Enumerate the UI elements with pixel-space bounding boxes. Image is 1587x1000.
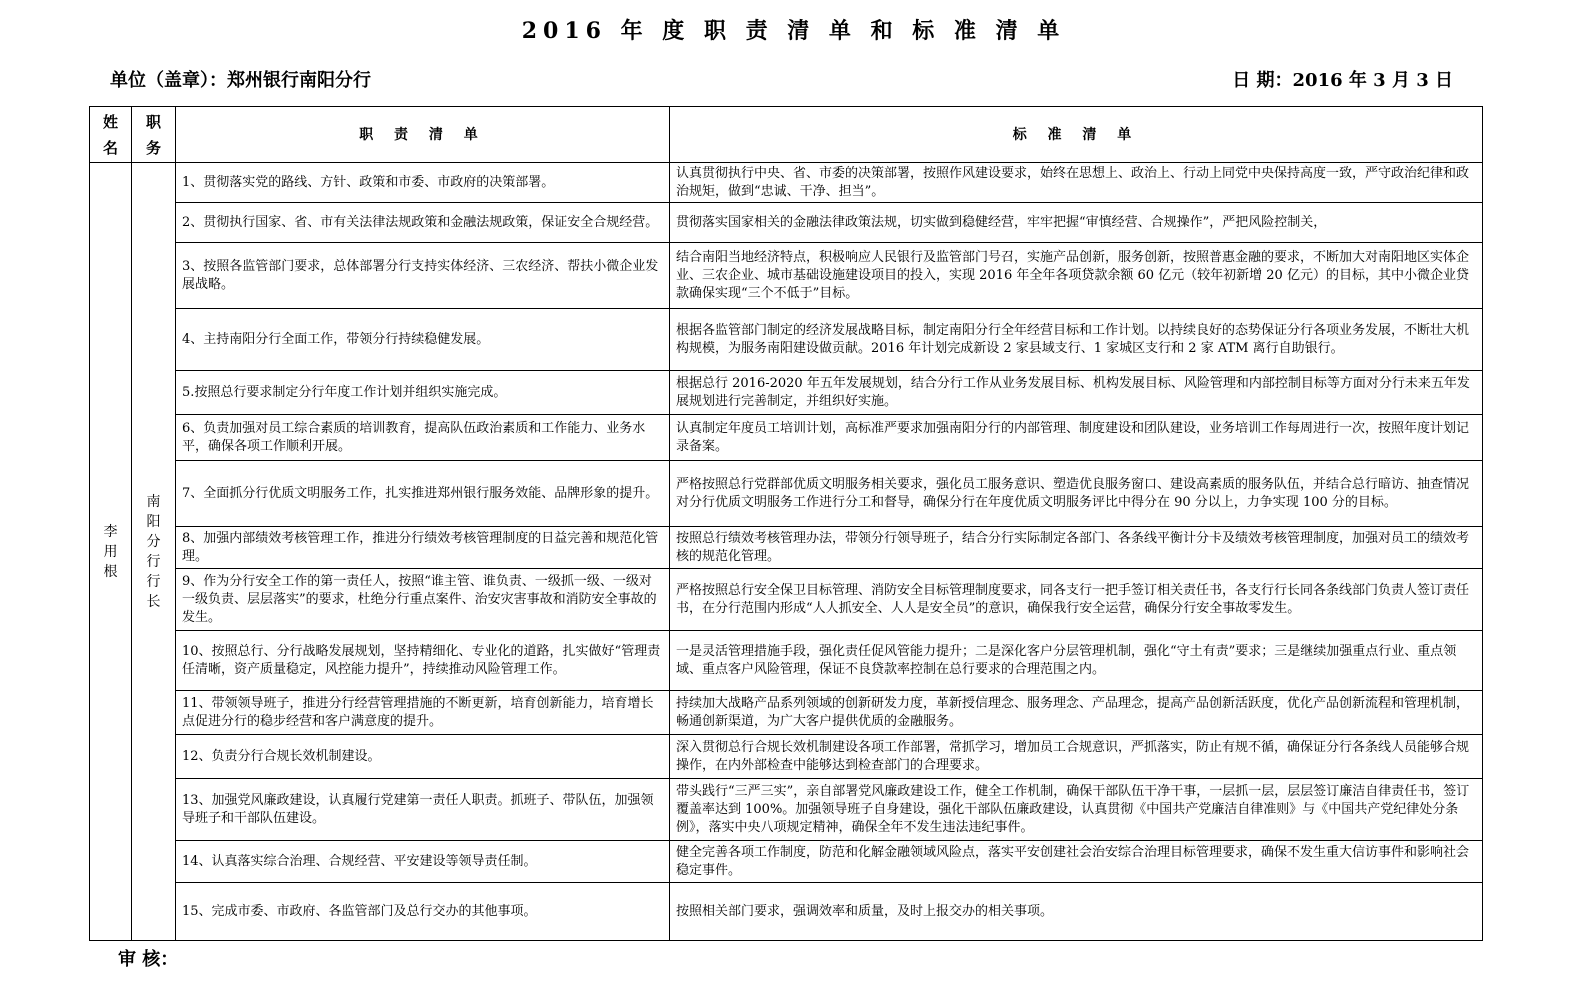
page-title: 2016 年 度 职 责 清 单 和 标 准 清 单 xyxy=(521,18,1066,44)
table-header-row xyxy=(90,107,1483,163)
table-row xyxy=(90,415,1483,461)
duty-cell: 3、按照各监管部门要求，总体部署分行支持实体经济、三农经济、帮扶小微企业发展战略。 xyxy=(176,243,670,309)
col-duties-header: 职 责 清 单 xyxy=(176,107,670,163)
duty-cell: 5.按照总行要求制定分行年度工作计划并组织实施完成。 xyxy=(176,371,670,415)
duty-cell: 10、按照总行、分行战略发展规划，坚持精细化、专业化的道路，扎实做好“管理责任清晰，资产质量稳定，风控能力提升”，持续推动风险管理工作。 xyxy=(176,631,670,691)
standard-cell: 带头践行“三严三实”，亲自部署党风廉政建设工作，健全工作机制，确保干部队伍干净干事，一层抓一层，层层签订廉洁自律责任书，签订覆盖率达到 100%。加强领导班子自身建设，强化干部队伍廉政建设，认真贯彻《中国共产党廉洁自律准则》与《中国共产党纪律处分条例》，落实中央八项规定精神，确保全年不发生违法违纪事件。 xyxy=(670,779,1483,841)
standard-cell: 认真制定年度员工培训计划，高标准严要求加强南阳分行的内部管理、制度建设和团队建设，业务培训工作每周进行一次，按照年度计划记录备案。 xyxy=(670,415,1483,461)
duty-cell: 2、贯彻执行国家、省、市有关法律法规政策和金融法规政策，保证安全合规经营。 xyxy=(176,203,670,243)
standard-cell: 结合南阳当地经济特点，积极响应人民银行及监管部门号召，实施产品创新，服务创新，按照普惠金融的要求，不断加大对南阳地区实体企业、三农企业、城市基础设施建设项目的投入，实现 2016 年全年各项贷款余额 60 亿元（较年初新增 20 亿元）的目标，其中小微企业贷款确保实现“三个不低于”目标。 xyxy=(670,243,1483,309)
duty-cell: 7、全面抓分行优质文明服务工作，扎实推进郑州银行服务效能、品牌形象的提升。 xyxy=(176,461,670,527)
standard-cell: 一是灵活管理措施手段，强化责任促风管能力提升；二是深化客户分层管理机制，强化“守土有责”要求；三是继续加强重点行业、重点领域、重点客户风险管理，保证不良贷款率控制在总行要求的合理范围之内。 xyxy=(670,631,1483,691)
duty-cell: 9、作为分行安全工作的第一责任人，按照“谁主管、谁负责、一级抓一级、一级对一级负责、层层落实”的要求，杜绝分行重点案件、治安灾害事故和消防安全事故的发生。 xyxy=(176,569,670,631)
duty-cell: 13、加强党风廉政建设，认真履行党建第一责任人职责。抓班子、带队伍，加强领导班子和干部队伍建设。 xyxy=(176,779,670,841)
unit-label: 单位（盖章）：郑州银行南阳分行 xyxy=(110,70,371,91)
duty-cell: 1、贯彻落实党的路线、方针、政策和市委、市政府的决策部署。 xyxy=(176,163,670,203)
person-position: 南 阳 分 行 行 长 xyxy=(132,163,176,941)
standard-cell: 严格按照总行党群部优质文明服务相关要求，强化员工服务意识、塑造优良服务窗口、建设高素质的服务队伍，并结合总行暗访、抽查情况对分行优质文明服务工作进行分工和督导，确保分行在年度优质文明服务评比中得分在 90 分以上，力争实现 100 分的目标。 xyxy=(670,461,1483,527)
table-row xyxy=(90,779,1483,841)
table-row xyxy=(90,203,1483,243)
col-name-header: 姓 名 xyxy=(90,107,132,163)
standard-cell: 深入贯彻总行合规长效机制建设各项工作部署，常抓学习，增加员工合规意识，严抓落实，防止有规不循，确保证分行各条线人员能够合规操作，在内外部检查中能够达到检查部门的合理要求。 xyxy=(670,735,1483,779)
duty-cell: 11、带领领导班子，推进分行经营管理措施的不断更新，培育创新能力，培育增长点促进分行的稳步经营和客户满意度的提升。 xyxy=(176,691,670,735)
duty-cell: 8、加强内部绩效考核管理工作，推进分行绩效考核管理制度的日益完善和规范化管理。 xyxy=(176,527,670,569)
table-row xyxy=(90,243,1483,309)
table-row xyxy=(90,569,1483,631)
standard-cell: 健全完善各项工作制度，防范和化解金融领域风险点，落实平安创建社会治安综合治理目标管理要求，确保不发生重大信访事件和影响社会稳定事件。 xyxy=(670,841,1483,883)
duty-cell: 12、负责分行合规长效机制建设。 xyxy=(176,735,670,779)
col-standards-header: 标 准 清 单 xyxy=(670,107,1483,163)
standard-cell: 按照相关部门要求，强调效率和质量，及时上报交办的相关事项。 xyxy=(670,883,1483,941)
standard-cell: 根据总行 2016-2020 年五年发展规划，结合分行工作从业务发展目标、机构发展目标、风险管理和内部控制目标等方面对分行未来五年发展规划进行完善制定，并组织好实施。 xyxy=(670,371,1483,415)
table-row xyxy=(90,527,1483,569)
table-row xyxy=(90,735,1483,779)
standard-cell: 认真贯彻执行中央、省、市委的决策部署，按照作风建设要求，始终在思想上、政治上、行动上同党中央保持高度一致，严守政治纪律和政治规矩，做到“忠诚、干净、担当”。 xyxy=(670,163,1483,203)
table-row xyxy=(90,309,1483,371)
duty-table xyxy=(89,106,1483,941)
duty-cell: 4、主持南阳分行全面工作，带领分行持续稳健发展。 xyxy=(176,309,670,371)
standard-cell: 根据各监管部门制定的经济发展战略目标，制定南阳分行全年经营目标和工作计划。以持续良好的态势保证分行各项业务发展，不断壮大机构规模，为服务南阳建设做贡献。2016 年计划完成新设 2 家县域支行、1 家城区支行和 2 家 ATM 离行自助银行。 xyxy=(670,309,1483,371)
table-row xyxy=(90,841,1483,883)
table-row xyxy=(90,163,1483,203)
person-name: 李 用 根 xyxy=(90,163,132,941)
review-label: 审 核： xyxy=(118,949,179,970)
table-row xyxy=(90,461,1483,527)
table-row xyxy=(90,883,1483,941)
table-row xyxy=(90,691,1483,735)
duty-cell: 15、完成市委、市政府、各监管部门及总行交办的其他事项。 xyxy=(176,883,670,941)
duty-cell: 14、认真落实综合治理、合规经营、平安建设等领导责任制。 xyxy=(176,841,670,883)
standard-cell: 持续加大战略产品系列领域的创新研发力度，革新授信理念、服务理念、产品理念，提高产品创新活跃度，优化产品创新流程和管理机制，畅通创新渠道，为广大客户提供优质的金融服务。 xyxy=(670,691,1483,735)
col-position-header: 职 务 xyxy=(132,107,176,163)
table-row xyxy=(90,631,1483,691)
duty-cell: 6、负责加强对员工综合素质的培训教育，提高队伍政治素质和工作能力、业务水平，确保各项工作顺利开展。 xyxy=(176,415,670,461)
standard-cell: 严格按照总行安全保卫目标管理、消防安全目标管理制度要求，同各支行一把手签订相关责任书，各支行行长同各条线部门负责人签订责任书，在分行范围内形成“人人抓安全、人人是安全员”的意识，确保我行安全运营，确保分行安全事故零发生。 xyxy=(670,569,1483,631)
standard-cell: 贯彻落实国家相关的金融法律政策法规，切实做到稳健经营，牢牢把握“审慎经营、合规操作”，严把风险控制关， xyxy=(670,203,1483,243)
standard-cell: 按照总行绩效考核管理办法，带领分行领导班子，结合分行实际制定各部门、各条线平衡计分卡及绩效考核管理制度，加强对员工的绩效考核的规范化管理。 xyxy=(670,527,1483,569)
table-row xyxy=(90,371,1483,415)
date-label: 日 期：2016 年 3 月 3 日 xyxy=(1232,70,1453,91)
